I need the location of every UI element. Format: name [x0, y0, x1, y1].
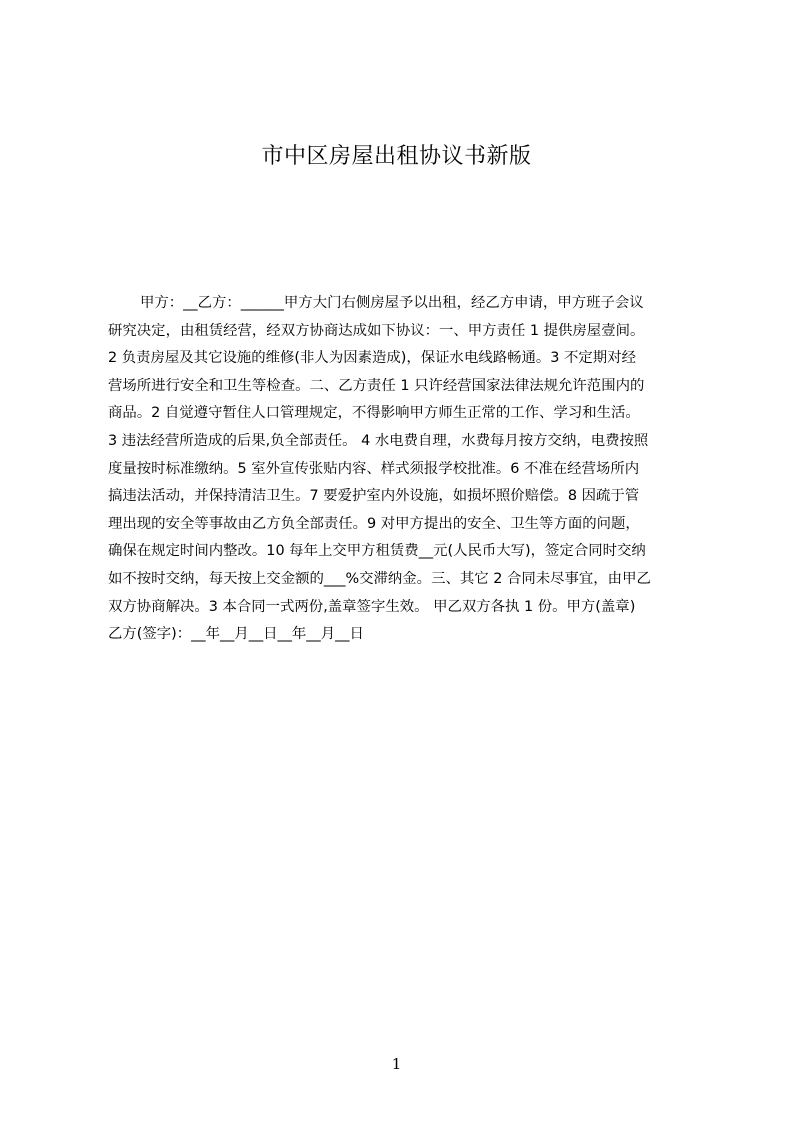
body-line-3: 2 负责房屋及其它设施的维修(非人为因素造成)，保证水电线路畅通。3 不定期对经	[108, 350, 636, 367]
body-line-10: 确保在规定时间内整改。10 每年上交甲方租赁费__元(人民币大写)，签定合同时交纳	[108, 543, 646, 560]
body-line-2: 研究决定，由租赁经营，经双方协商达成如下协议：一、甲方责任 1 提供房屋壹间。	[108, 322, 645, 339]
body-line-8: 搞违法活动，并保持清洁卫生。7 要爱护室内外设施，如损坏照价赔偿。8 因疏于管	[108, 488, 640, 505]
body-line-1: 甲方：__乙方：______甲方大门右侧房屋予以出租，经乙方申请，甲方班子会议	[140, 295, 644, 311]
body-line-12: 双方协商解决。3 本合同一式两份,盖章签字生效。 甲乙双方各执 1 份。甲方(盖章)	[108, 598, 636, 615]
page-number: 1	[391, 1055, 402, 1073]
body-line-9: 理出现的安全等事故由乙方负全部责任。9 对甲方提出的安全、卫生等方面的问题，	[108, 515, 640, 532]
body-line-4: 营场所进行安全和卫生等检查。二、乙方责任 1 只许经营国家法律法规允许范围内的	[108, 377, 645, 394]
agreement-body	[108, 290, 698, 649]
body-line-6: 3 违法经营所造成的后果,负全部责任。 4 水电费自理，水费每月按方交纳，电费按照	[108, 432, 649, 449]
body-line-11: 如不按时交纳，每天按上交金额的___%交滞纳金。三、其它 2 合同未尽事宜，由甲乙	[108, 570, 651, 587]
body-line-5: 商品。2 自觉遵守暂住人口管理规定，不得影响甲方师生正常的工作、学习和生活。	[108, 405, 640, 422]
body-line-7: 度量按时标准缴纳。5 室外宣传张贴内容、样式须报学校批准。6 不准在经营场所内	[108, 460, 640, 477]
document-title: 市中区房屋出租协议书新版	[261, 144, 532, 169]
body-line-13: 乙方(签字)：__年__月__日__年__月__日	[108, 626, 364, 643]
